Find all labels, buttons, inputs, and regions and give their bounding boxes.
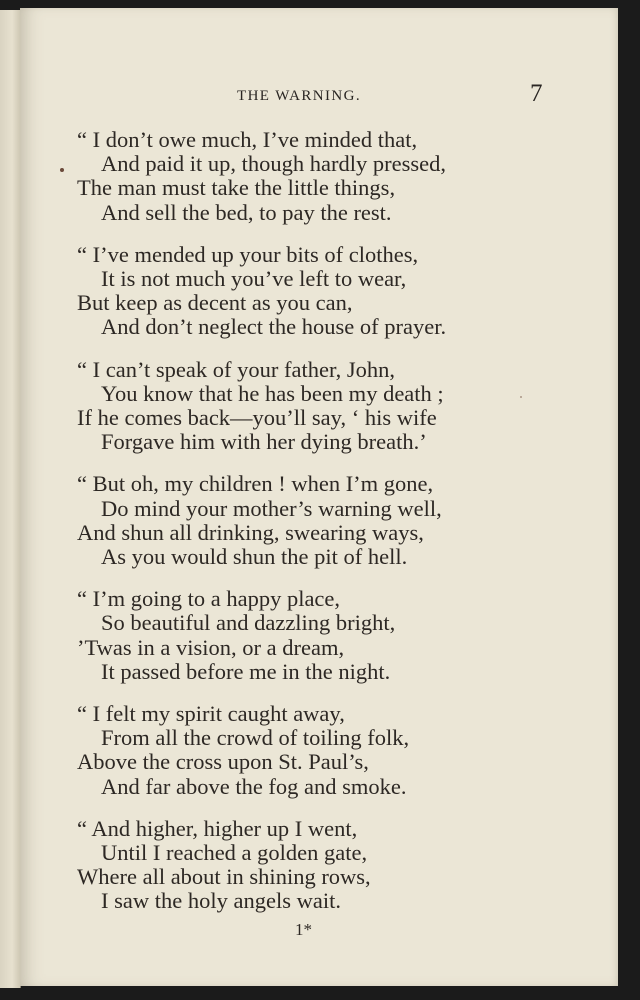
poem-line: ’Twas in a vision, or a dream, — [77, 634, 345, 660]
poem-line: “ And higher, higher up I went, — [77, 815, 358, 841]
poem-line: Above the cross upon St. Paul’s, — [77, 749, 369, 775]
stanza — [77, 472, 557, 569]
poem-line: “ I can’t speak of your father, John, — [77, 356, 395, 382]
ink-speck — [520, 396, 522, 398]
poem-line: Do mind your mother’s warning well, — [101, 495, 442, 521]
stanza — [77, 128, 557, 225]
signature-mark: 1* — [295, 920, 312, 939]
poem-line: Until I reached a golden gate, — [101, 840, 368, 866]
poem-line: From all the crowd of toiling folk, — [101, 725, 410, 751]
ink-speck — [60, 168, 64, 172]
poem-line: Where all about in shining rows, — [77, 864, 371, 890]
page-number: 7 — [530, 80, 543, 107]
poem-line: You know that he has been my death ; — [101, 380, 444, 406]
poem-line: It passed before me in the night. — [101, 658, 391, 684]
stanza — [77, 817, 557, 914]
poem-line: And paid it up, though hardly pressed, — [101, 151, 446, 177]
poem-line: I saw the holy angels wait. — [101, 888, 341, 914]
poem-line: The man must take the little things, — [77, 175, 396, 201]
poem-line: And sell the bed, to pay the rest. — [101, 199, 392, 225]
poem-line: As you would shun the pit of hell. — [101, 544, 408, 570]
poem-line: So beautiful and dazzling bright, — [101, 610, 396, 636]
poem-body — [77, 128, 557, 932]
poem-line: Forgave him with her dying breath.’ — [101, 429, 427, 455]
poem-line: And don’t neglect the house of prayer. — [101, 314, 447, 340]
stanza — [77, 587, 557, 684]
poem-line: And far above the fog and smoke. — [101, 773, 407, 799]
stanza — [77, 702, 557, 799]
poem-line: “ But oh, my children ! when I’m gone, — [77, 471, 434, 497]
poem-line: If he comes back—you’ll say, ‘ his wife — [77, 405, 437, 431]
book-page — [20, 8, 618, 986]
poem-line: And shun all drinking, swearing ways, — [77, 519, 424, 545]
page-header — [20, 80, 618, 110]
poem-line: It is not much you’ve left to wear, — [101, 266, 407, 292]
stanza — [77, 243, 557, 340]
poem-line: “ I don’t owe much, I’ve minded that, — [77, 127, 418, 152]
poem-line: “ I’m going to a happy place, — [77, 586, 341, 612]
poem-line: But keep as decent as you can, — [77, 290, 353, 316]
stanza — [77, 358, 557, 455]
previous-page-edge — [0, 10, 21, 988]
poem-line: “ I’ve mended up your bits of clothes, — [77, 241, 419, 267]
running-title: THE WARNING. — [237, 88, 362, 104]
poem-line: “ I felt my spirit caught away, — [77, 701, 345, 727]
